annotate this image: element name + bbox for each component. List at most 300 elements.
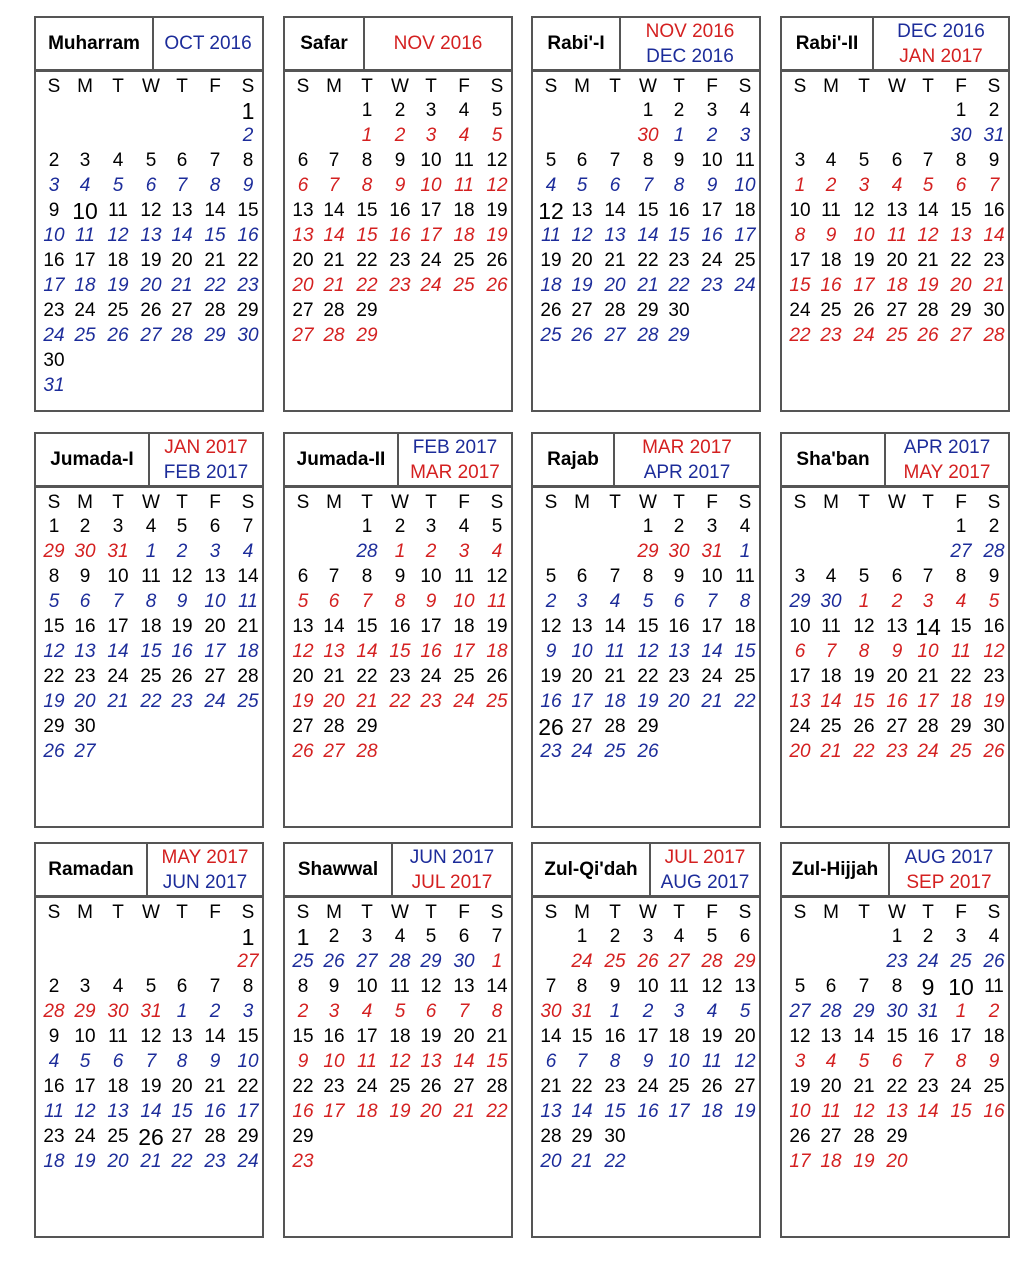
gregorian-day: 19 (389, 1101, 411, 1122)
gregorian-day: 10 (237, 1051, 259, 1072)
hijri-day: 6 (825, 976, 837, 997)
gregorian-day: 11 (887, 225, 907, 246)
gregorian-day: 26 (486, 275, 508, 296)
weekday-label: S (987, 492, 1001, 513)
weekday-label: T (176, 902, 188, 923)
hijri-day: 8 (48, 566, 60, 587)
gregorian-day: 13 (789, 691, 811, 712)
gregorian-day: 21 (171, 275, 193, 296)
gregorian-day: 14 (917, 1101, 939, 1122)
hijri-day: 15 (886, 1026, 908, 1047)
gregorian-day: 9 (642, 1051, 654, 1072)
hijri-day: 29 (637, 716, 659, 737)
gregorian-day: 6 (79, 591, 91, 612)
hijri-day: 23 (389, 250, 411, 271)
hijri-day: 3 (361, 926, 373, 947)
gregorian-day: 13 (140, 225, 162, 246)
hijri-day: 13 (571, 200, 593, 221)
hijri-day: 6 (176, 150, 188, 171)
hijri-day: 29 (292, 1126, 314, 1147)
month-header (285, 844, 511, 898)
hijri-day: 17 (637, 1026, 659, 1047)
hijri-day: 24 (74, 300, 96, 321)
gregorian-day: 25 (292, 951, 314, 972)
weekday-label: S (296, 492, 310, 513)
hijri-day: 1 (361, 100, 373, 121)
gregorian-day: 3 (458, 541, 470, 562)
gregorian-day: 6 (297, 175, 309, 196)
gregorian-month-2: MAR 2017 (410, 461, 500, 483)
gregorian-day: 21 (323, 275, 345, 296)
gregorian-day: 21 (107, 691, 129, 712)
hijri-day: 24 (701, 250, 723, 271)
weekday-label: S (241, 492, 255, 513)
gregorian-day: 19 (292, 691, 314, 712)
gregorian-day: 14 (983, 225, 1005, 246)
gregorian-day: 13 (886, 1101, 908, 1122)
gregorian-day: 14 (107, 641, 129, 662)
gregorian-day: 7 (642, 175, 654, 196)
weekday-label: S (544, 76, 558, 97)
gregorian-month-1: AUG 2017 (904, 846, 994, 868)
hijri-day: 22 (237, 1076, 259, 1097)
hijri-day: 22 (886, 1076, 908, 1097)
gregorian-day: 10 (917, 641, 939, 662)
hijri-day: 5 (858, 150, 870, 171)
gregorian-day: 20 (950, 275, 972, 296)
hijri-month-name: Safar (285, 18, 365, 69)
gregorian-month-2: FEB 2017 (163, 461, 249, 483)
gregorian-day: 19 (107, 275, 129, 296)
gregorian-day: 1 (145, 541, 157, 562)
hijri-day: 12 (540, 616, 562, 637)
hijri-day: 9 (48, 1026, 60, 1047)
month-header (533, 844, 759, 898)
gregorian-day: 27 (74, 741, 96, 762)
month-card (780, 842, 1010, 1238)
gregorian-month-1: NOV 2016 (393, 33, 483, 54)
hijri-day: 25 (107, 1126, 129, 1147)
month-header (533, 434, 759, 488)
hijri-day: 17 (701, 200, 723, 221)
hijri-day: 12 (420, 976, 442, 997)
hijri-day: 24 (74, 1126, 96, 1147)
weekday-label: M (77, 492, 93, 513)
gregorian-day: 9 (988, 1051, 1000, 1072)
month-header (285, 18, 511, 72)
gregorian-day: 18 (950, 691, 972, 712)
hijri-day: 6 (458, 926, 470, 947)
hijri-day: 22 (356, 666, 378, 687)
month-card (780, 16, 1010, 412)
hijri-day: 24 (637, 1076, 659, 1097)
gregorian-day: 26 (917, 325, 939, 346)
hijri-day: 18 (389, 1026, 411, 1047)
hijri-day: 25 (389, 1076, 411, 1097)
gregorian-day: 2 (988, 1001, 1000, 1022)
gregorian-day: 17 (789, 1151, 811, 1172)
hijri-day: 11 (735, 566, 755, 587)
hijri-day: 15 (292, 1026, 314, 1047)
gregorian-day: 17 (204, 641, 226, 662)
gregorian-day: 31 (983, 125, 1005, 146)
gregorian-day: 27 (323, 741, 345, 762)
hijri-day: 16 (983, 616, 1005, 637)
hijri-day: 17 (107, 616, 129, 637)
gregorian-day: 23 (886, 951, 908, 972)
weekday-label: S (738, 76, 752, 97)
gregorian-day: 2 (242, 125, 254, 146)
hijri-day: 24 (701, 666, 723, 687)
hijri-day: 9 (48, 200, 60, 221)
gregorian-day: 18 (701, 1101, 723, 1122)
hijri-day: 25 (453, 250, 475, 271)
weekday-label: F (706, 902, 718, 923)
hijri-day: 15 (356, 616, 378, 637)
gregorian-day: 29 (668, 325, 690, 346)
gregorian-day: 7 (922, 1051, 934, 1072)
hijri-day: 1 (642, 516, 654, 537)
hijri-day: 25 (140, 666, 162, 687)
hijri-day: 14 (204, 200, 226, 221)
hijri-day: 12 (486, 566, 508, 587)
gregorian-day: 30 (820, 591, 842, 612)
gregorian-day: 23 (540, 741, 562, 762)
hijri-month-name: Muharram (36, 18, 154, 69)
weekday-label: T (425, 76, 437, 97)
hijri-day: 14 (853, 1026, 875, 1047)
hijri-day: 2 (922, 926, 934, 947)
gregorian-day: 26 (323, 951, 345, 972)
hijri-day: 1 (48, 516, 60, 537)
gregorian-day: 28 (983, 325, 1005, 346)
weekday-header (36, 492, 262, 514)
hijri-day: 21 (204, 1076, 226, 1097)
gregorian-day: 22 (604, 1151, 626, 1172)
hijri-day: 27 (734, 1076, 756, 1097)
weekday-label: S (47, 492, 61, 513)
gregorian-day: 31 (140, 1001, 162, 1022)
hijri-day: 3 (642, 926, 654, 947)
hijri-day: 16 (917, 1026, 939, 1047)
hijri-day: 5 (794, 976, 806, 997)
gregorian-day: 4 (491, 541, 503, 562)
gregorian-day: 1 (491, 951, 503, 972)
hijri-day: 20 (734, 1026, 756, 1047)
weekday-label: S (738, 902, 752, 923)
weekday-label: T (361, 492, 373, 513)
hijri-day: 22 (43, 666, 65, 687)
gregorian-day: 8 (858, 641, 870, 662)
hijri-day: 4 (825, 566, 837, 587)
gregorian-day: 25 (74, 325, 96, 346)
gregorian-day: 22 (853, 741, 875, 762)
gregorian-day: 26 (43, 741, 65, 762)
gregorian-month-1: JAN 2017 (164, 436, 248, 458)
hijri-day: 6 (576, 150, 588, 171)
hijri-day: 16 (668, 616, 690, 637)
gregorian-day: 20 (668, 691, 690, 712)
hijri-day: 15 (237, 1026, 259, 1047)
gregorian-day: 28 (356, 541, 378, 562)
hijri-day: 11 (821, 200, 841, 221)
gregorian-day: 20 (107, 1151, 129, 1172)
gregorian-day: 6 (609, 175, 621, 196)
gregorian-day: 13 (323, 641, 345, 662)
gregorian-day: 30 (886, 1001, 908, 1022)
weekday-label: T (858, 492, 870, 513)
gregorian-day: 27 (356, 951, 378, 972)
hijri-day: 20 (886, 666, 908, 687)
hijri-day: 23 (983, 666, 1005, 687)
gregorian-day: 21 (820, 741, 842, 762)
hijri-day: 26 (789, 1126, 811, 1147)
weekday-header (533, 902, 759, 924)
hijri-day: 29 (886, 1126, 908, 1147)
weekday-label: T (425, 492, 437, 513)
hijri-day: 2 (609, 926, 621, 947)
weekday-label: M (823, 76, 839, 97)
gregorian-day: 5 (491, 125, 503, 146)
weekday-label: S (793, 492, 807, 513)
gregorian-day: 26 (107, 325, 129, 346)
hijri-day: 13 (734, 976, 756, 997)
weekday-label: S (793, 76, 807, 97)
gregorian-months (874, 18, 1008, 69)
gregorian-day: 26 (983, 951, 1005, 972)
hijri-day: 17 (74, 250, 96, 271)
hijri-day: 10 (420, 566, 442, 587)
gregorian-day: 6 (794, 641, 806, 662)
gregorian-day: 18 (453, 225, 475, 246)
hijri-day: 19 (540, 666, 562, 687)
gregorian-months (154, 18, 262, 69)
hijri-day: 9 (79, 566, 91, 587)
gregorian-day: 9 (394, 175, 406, 196)
gregorian-day: 23 (237, 275, 259, 296)
hijri-day: 2 (48, 150, 60, 171)
weekday-label: T (922, 492, 934, 513)
gregorian-day: 18 (886, 275, 908, 296)
hijri-day: 3 (79, 150, 91, 171)
hijri-day: 10 (701, 150, 723, 171)
gregorian-day: 30 (668, 541, 690, 562)
gregorian-day: 11 (702, 1051, 722, 1072)
hijri-day: 3 (425, 100, 437, 121)
gregorian-day: 7 (825, 641, 837, 662)
hijri-day: 1 (642, 100, 654, 121)
hijri-day: 8 (955, 150, 967, 171)
hijri-day: 28 (204, 1126, 226, 1147)
hijri-day: 9 (673, 150, 685, 171)
hijri-day: 22 (950, 666, 972, 687)
gregorian-day: 8 (609, 1051, 621, 1072)
month-header (36, 844, 262, 898)
hijri-day: 19 (140, 250, 162, 271)
gregorian-day: 17 (237, 1101, 259, 1122)
hijri-day: 30 (43, 350, 65, 371)
gregorian-day: 29 (356, 325, 378, 346)
gregorian-day: 23 (886, 741, 908, 762)
hijri-day: 3 (79, 976, 91, 997)
hijri-day: 7 (242, 516, 254, 537)
hijri-day: 14 (204, 1026, 226, 1047)
gregorian-day: 7 (145, 1051, 157, 1072)
hijri-day: 12 (486, 150, 508, 171)
hijri-day: 22 (356, 250, 378, 271)
weekday-header (36, 902, 262, 924)
gregorian-day: 16 (204, 1101, 226, 1122)
hijri-month-name: Rabi'-II (782, 18, 874, 69)
gregorian-day: 10 (43, 225, 65, 246)
gregorian-months (886, 434, 1008, 485)
month-header (782, 18, 1008, 72)
gregorian-day: 17 (668, 1101, 690, 1122)
hijri-day: 9 (988, 566, 1000, 587)
gregorian-day: 13 (540, 1101, 562, 1122)
hijri-day: 10 (948, 974, 974, 1000)
gregorian-day: 20 (140, 275, 162, 296)
gregorian-day: 5 (48, 591, 60, 612)
weekday-label: T (425, 902, 437, 923)
gregorian-day: 26 (983, 741, 1005, 762)
gregorian-day: 6 (955, 175, 967, 196)
hijri-day: 7 (328, 566, 340, 587)
hijri-day: 4 (112, 150, 124, 171)
gregorian-day: 13 (950, 225, 972, 246)
hijri-day: 19 (789, 1076, 811, 1097)
hijri-day: 14 (915, 614, 941, 640)
hijri-day: 29 (237, 1126, 259, 1147)
gregorian-day: 18 (74, 275, 96, 296)
hijri-day: 27 (571, 716, 593, 737)
gregorian-day: 31 (43, 375, 65, 396)
hijri-day: 20 (171, 1076, 193, 1097)
gregorian-day: 12 (43, 641, 65, 662)
gregorian-day: 27 (668, 951, 690, 972)
gregorian-day: 4 (79, 175, 91, 196)
weekday-label: S (490, 902, 504, 923)
weekday-label: S (544, 492, 558, 513)
gregorian-day: 12 (571, 225, 593, 246)
gregorian-day: 5 (576, 175, 588, 196)
hijri-day: 4 (825, 150, 837, 171)
weekday-label: T (858, 902, 870, 923)
weekday-label: S (47, 902, 61, 923)
hijri-day: 23 (668, 666, 690, 687)
gregorian-day: 23 (701, 275, 723, 296)
hijri-day: 27 (171, 1126, 193, 1147)
gregorian-day: 15 (950, 1101, 972, 1122)
hijri-day: 11 (984, 976, 1004, 997)
hijri-day: 8 (642, 566, 654, 587)
gregorian-day: 5 (988, 591, 1000, 612)
gregorian-month-1: FEB 2017 (412, 436, 498, 458)
gregorian-day: 7 (328, 175, 340, 196)
gregorian-day: 3 (922, 591, 934, 612)
hijri-day: 28 (323, 716, 345, 737)
gregorian-day: 2 (891, 591, 903, 612)
hijri-day: 13 (171, 1026, 193, 1047)
gregorian-day: 4 (706, 1001, 718, 1022)
hijri-day: 20 (292, 250, 314, 271)
gregorian-day: 8 (209, 175, 221, 196)
hijri-day: 6 (891, 566, 903, 587)
hijri-day: 5 (176, 516, 188, 537)
weekday-label: T (176, 492, 188, 513)
gregorian-day: 4 (458, 125, 470, 146)
hijri-day: 18 (107, 1076, 129, 1097)
weekday-label: M (326, 902, 342, 923)
weekday-label: S (738, 492, 752, 513)
gregorian-day: 14 (571, 1101, 593, 1122)
gregorian-day: 2 (825, 175, 837, 196)
gregorian-day: 2 (176, 541, 188, 562)
hijri-day: 7 (209, 976, 221, 997)
hijri-day: 27 (886, 300, 908, 321)
weekday-label: M (326, 76, 342, 97)
gregorian-months (621, 18, 759, 69)
gregorian-day: 24 (917, 951, 939, 972)
gregorian-day: 28 (820, 1001, 842, 1022)
gregorian-month-1: DEC 2016 (897, 20, 985, 42)
month-card (780, 432, 1010, 828)
hijri-day: 25 (820, 716, 842, 737)
gregorian-month-1: JUN 2017 (409, 846, 495, 868)
gregorian-day: 21 (571, 1151, 593, 1172)
month-card (283, 16, 513, 412)
gregorian-day: 24 (571, 951, 593, 972)
hijri-month-name: Sha'ban (782, 434, 886, 485)
gregorian-day: 17 (853, 275, 875, 296)
month-header (36, 434, 262, 488)
gregorian-day: 22 (140, 691, 162, 712)
hijri-day: 20 (171, 250, 193, 271)
gregorian-day: 22 (204, 275, 226, 296)
weekday-header (782, 76, 1008, 98)
weekday-label: F (458, 902, 470, 923)
gregorian-day: 15 (668, 225, 690, 246)
gregorian-day: 15 (604, 1101, 626, 1122)
gregorian-day: 16 (237, 225, 259, 246)
gregorian-day: 6 (425, 1001, 437, 1022)
gregorian-month-2: AUG 2017 (660, 871, 750, 893)
gregorian-day: 21 (453, 1101, 475, 1122)
gregorian-day: 18 (820, 1151, 842, 1172)
gregorian-day: 27 (604, 325, 626, 346)
hijri-day: 7 (922, 150, 934, 171)
weekday-label: F (209, 492, 221, 513)
weekday-label: F (458, 492, 470, 513)
weekday-label: S (793, 902, 807, 923)
gregorian-day: 7 (706, 591, 718, 612)
gregorian-day: 1 (858, 591, 870, 612)
hijri-day: 20 (292, 666, 314, 687)
hijri-month-name: Zul-Qi'dah (533, 844, 651, 895)
hijri-day: 1 (361, 516, 373, 537)
hijri-day: 9 (673, 566, 685, 587)
gregorian-day: 7 (576, 1051, 588, 1072)
hijri-day: 17 (950, 1026, 972, 1047)
hijri-day: 19 (140, 1076, 162, 1097)
hijri-day: 5 (491, 516, 503, 537)
weekday-label: W (639, 902, 657, 923)
gregorian-day: 25 (540, 325, 562, 346)
hijri-day: 26 (138, 1124, 164, 1150)
hijri-day: 25 (107, 300, 129, 321)
hijri-month-name: Shawwal (285, 844, 393, 895)
hijri-day: 8 (242, 976, 254, 997)
